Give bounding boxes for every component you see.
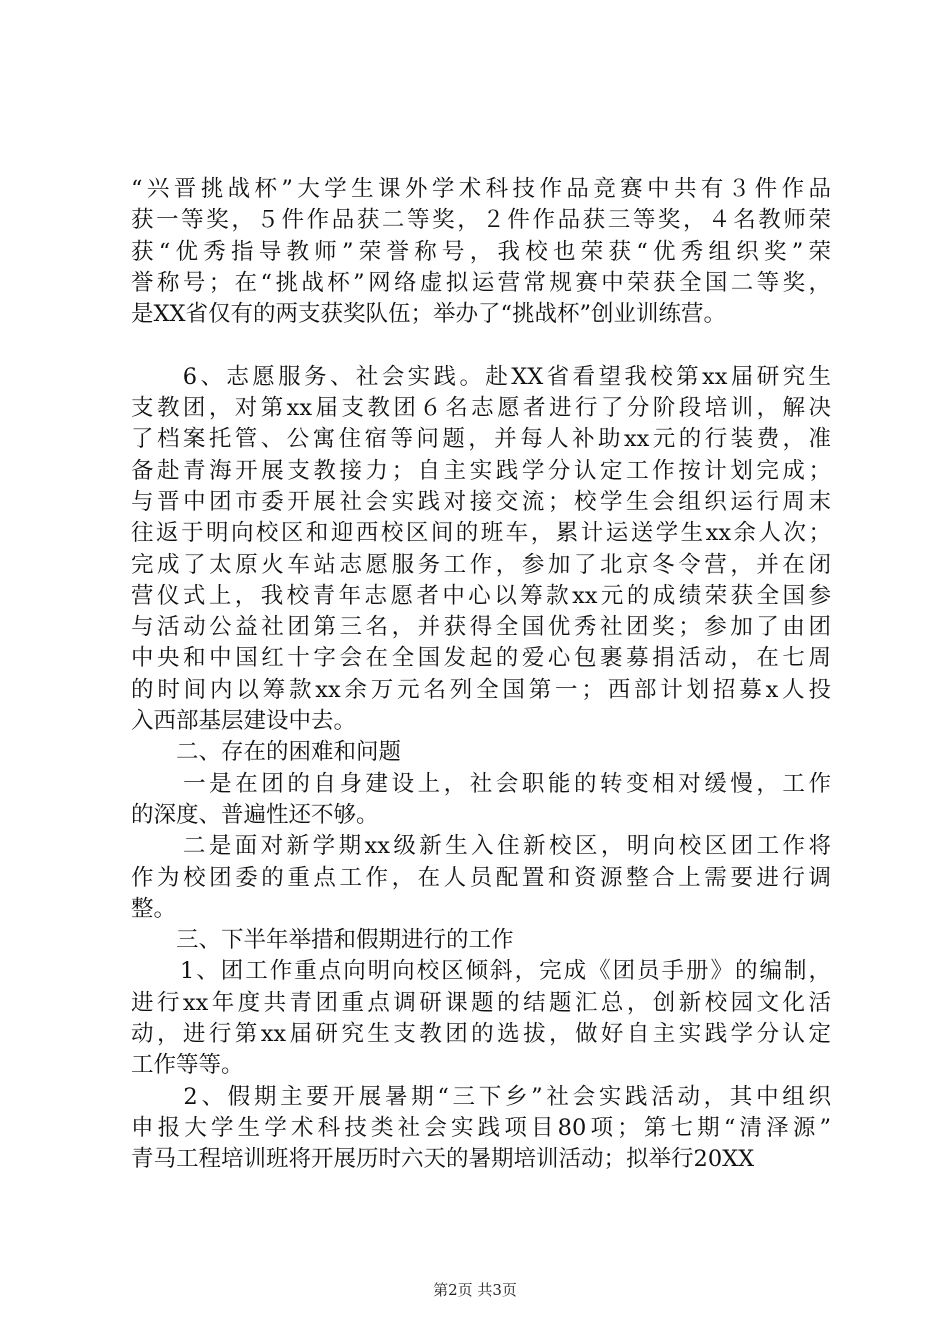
- text-line: 2、假期主要开展暑期“三下乡”社会实践活动，其中组织: [131, 1083, 831, 1110]
- text-line: 申报大学生学术科技类社会实践项目80项；第七期“清泽源”: [131, 1114, 831, 1141]
- text-line: 誉称号；在“挑战杯”网络虚拟运营常规赛中荣获全国二等奖，: [131, 269, 831, 296]
- text-line: 往返于明向校区和迎西校区间的班车，累计运送学生xx余人次；: [131, 520, 831, 547]
- heading-problems: [131, 737, 831, 768]
- text-line: 的时间内以筹款xx余万元名列全国第一；西部计划招募x人投: [131, 676, 831, 703]
- text-line: 的深度、普遍性还不够。: [131, 801, 379, 828]
- document-body: [131, 174, 831, 1176]
- text-line: 获一等奖，５件作品获二等奖，２件作品获三等奖，４名教师荣: [131, 207, 831, 234]
- text-line: 二、存在的困难和问题: [131, 739, 402, 766]
- para-problem-one: [131, 769, 831, 832]
- text-line: 入西部基层建设中去。: [131, 708, 357, 735]
- page-footer: 第2页 共3页: [433, 1281, 517, 1299]
- text-line: 是XX省仅有的两支获奖队伍；举办了“挑战杯”创业训练营。: [131, 301, 727, 328]
- text-line: 一是在团的自身建设上，社会职能的转变相对缓慢，工作: [131, 770, 831, 797]
- text-line: 与活动公益社团第三名，并获得全国优秀社团奖；参加了由团: [131, 614, 831, 641]
- text-line: 1、团工作重点向明向校区倾斜，完成《团员手册》的编制，: [131, 958, 831, 985]
- text-line: 6、志愿服务、社会实践。赴XX省看望我校第xx届研究生: [131, 363, 831, 390]
- text-line: 动，进行第xx届研究生支教团的选拔，做好自主实践学分认定: [131, 1021, 831, 1048]
- paragraph-spacer: [131, 330, 831, 361]
- text-line: 支教团，对第xx届支教团６名志愿者进行了分阶段培训，解决: [131, 395, 831, 422]
- text-line: 二是面对新学期xx级新生入住新校区，明向校区团工作将: [131, 833, 831, 860]
- text-line: 了档案托管、公寓住宿等问题，并每人补助xx元的行装费，准: [131, 426, 831, 453]
- para-problem-two: [131, 831, 831, 925]
- text-line: 获“优秀指导教师”荣誉称号，我校也荣获“优秀组织奖”荣: [131, 238, 831, 265]
- text-line: 完成了太原火车站志愿服务工作，参加了北京冬令营，并在闭: [131, 551, 831, 578]
- text-line: 备赴青海开展支教接力；自主实践学分认定工作按计划完成；: [131, 457, 831, 484]
- para-challenge-cup: [131, 174, 831, 330]
- text-line: 整。: [131, 895, 177, 922]
- text-line: 营仪式上，我校青年志愿者中心以筹款xx元的成绩荣获全国参: [131, 582, 831, 609]
- text-line: 与晋中团市委开展社会实践对接交流；校学生会组织运行周末: [131, 488, 831, 515]
- para-plan-two: [131, 1082, 831, 1176]
- para-plan-one: [131, 956, 831, 1081]
- heading-plans: [131, 925, 831, 956]
- text-line: 工作等等。: [131, 1052, 244, 1079]
- text-line: 作为校团委的重点工作，在人员配置和资源整合上需要进行调: [131, 864, 831, 891]
- para-volunteer: [131, 362, 831, 738]
- text-line: 青马工程培训班将开展历时六天的暑期培训活动；拟举行20XX: [131, 1146, 755, 1173]
- text-line: 中央和中国红十字会在全国发起的爱心包裹募捐活动，在七周: [131, 645, 831, 672]
- text-line: 进行xx年度共青团重点调研课题的结题汇总，创新校园文化活: [131, 989, 831, 1016]
- text-line: “兴晋挑战杯”大学生课外学术科技作品竞赛中共有３件作品: [131, 176, 831, 202]
- text-line: 三、下半年举措和假期进行的工作: [131, 927, 514, 954]
